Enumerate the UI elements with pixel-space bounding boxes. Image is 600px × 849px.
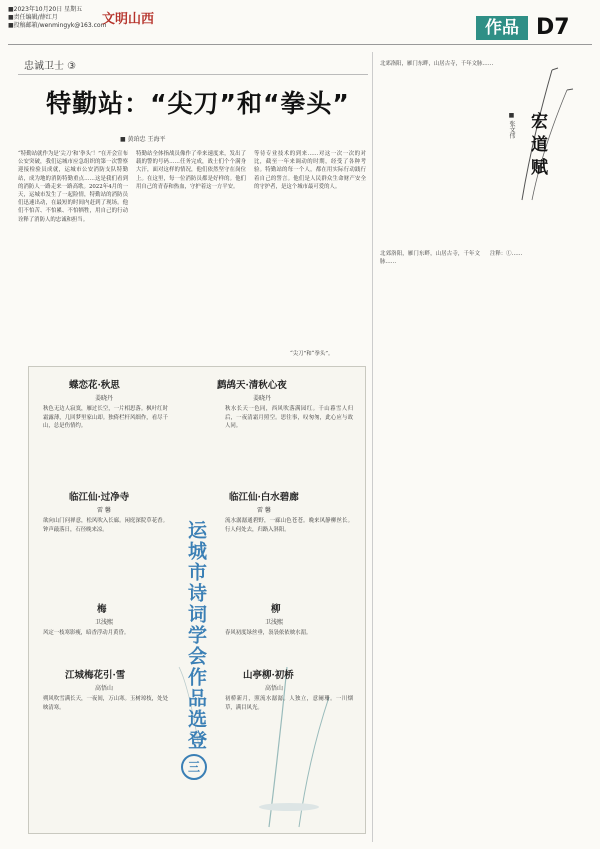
page-header xyxy=(0,0,600,48)
article-byline: ■ 黄珀忠 王海平 xyxy=(120,136,166,143)
poem-body: 初桥新月，照流水潺潺。人独立，意阑珊。一川烟草，满目风光。 xyxy=(225,696,353,711)
column-divider xyxy=(372,52,373,842)
right-article-title: 宏道赋 xyxy=(527,112,547,181)
poem-title: 蝶恋花·秋思 xyxy=(69,380,120,391)
poem-body: 欲向山门问禅意，松风吹入长廊。闲庭深院草花香。钟声敲落日，石径晚来凉。 xyxy=(43,518,168,533)
article-column-3: 等待专业技术的到来……对这一次一次的对比，截至一年来调动的时期，经受了各种考验。特勤站的每一个人，都在用实际行动践行着自己的誓言。他们是人民群众生命财产安全的守护者，是这个城市最可爱的人。 xyxy=(254,151,366,190)
poems-section-title: 运城市诗词学会作品选登 xyxy=(185,520,207,751)
poem-title: 鹧鸪天·清秋心夜 xyxy=(217,380,287,391)
poem-author: 高悟山 xyxy=(265,685,284,692)
header-rule xyxy=(8,44,592,45)
poem-author: 姜晓丹 xyxy=(95,395,114,402)
poem-author: 卫浅熙 xyxy=(265,619,284,626)
poem-body: 朔风吹雪满长天，一夜间，万山寒。玉树琼枝，处处映清寒。 xyxy=(43,696,168,711)
poem-title: 临江仙·过净寺 xyxy=(69,492,130,503)
poem-title: 梅 xyxy=(97,604,107,615)
poem-body: 秋色无边人寂寞，雁过长空，一片相思落。枫叶红时霜露薄，几回梦里家山却。独倚栏杆风细作，看尽千山，总是伤情约。 xyxy=(43,406,168,430)
paper-logo: 文明山西 xyxy=(102,12,155,27)
editor-line: ■责任编辑/薛红月 xyxy=(8,14,58,21)
section-tag: 作品 xyxy=(476,16,528,40)
poem-author: 卫浅熙 xyxy=(95,619,114,626)
reed-decoration xyxy=(512,60,592,210)
poem-author: 高悟山 xyxy=(95,685,114,692)
poem-title: 临江仙·白水碧廊 xyxy=(229,492,299,503)
article-headline: 特勤站：“尖刀”和“拳头” xyxy=(46,89,350,118)
poem-author: 雷 馨 xyxy=(257,507,271,514)
article-kicker: 忠诚卫士 ③ xyxy=(24,61,77,72)
right-column-text-2: 北郊洛阳，雁门东畔，山居古寺，千年文脉…… xyxy=(380,251,480,266)
poem-body: 风定一枝寒影瘦，暗香浮动月黄昏。 xyxy=(43,630,130,636)
right-column-text-1: 北郊洛阳，雁门东畔，山居古寺，千年文脉…… xyxy=(380,61,494,67)
article-tail: “尖刀”和“拳头”。 xyxy=(290,351,334,357)
page-number: D7 xyxy=(536,15,570,40)
poem-title: 江城梅花引·雪 xyxy=(65,670,126,681)
email-line: ■投稿邮箱/wenmingyk@163.com xyxy=(8,22,107,29)
poem-author: 雷 馨 xyxy=(97,507,111,514)
right-article-author: ■ 张文伟 xyxy=(508,112,515,139)
poem-body: 秋水长天一色同，西风吹落满园红。千山暮雪人归后，一夜清霜月照空。思往事，叹匆匆，此心应与故人同。 xyxy=(225,406,353,430)
article-column-2: 特勤站全体指战员像作了牵来速度来，发出了载的警的号码……任务完成，战士们个个满身大汗，面对这样的情况，他们依然坚守在岗位上。在这里，每一位消防员都是好样的。他们用自己的青春和热血，守护着这一方平安。 xyxy=(136,151,246,190)
kicker-rule xyxy=(18,74,368,75)
article-column-1: “特勤站就作为是‘尖刀’和‘拳头’！”在开会宣布公安突破，我们运城市应急组织的第一次警察迎接检验员成就，运城市公安消防支队特勤站，成为地的消防特勤重点……这是我们看到的消防人一路走来一路高歌。2022年4月的一天，运城市发生了一起险情，特勤站的消防员们迅速出动，在最短的时间内赶到了现场。他们不怕苦、不怕累、不怕牺牲，用自己的行动诠释了消防人的忠诚和担当。 xyxy=(18,151,128,223)
poem-author: 姜晓丹 xyxy=(253,395,272,402)
right-column-text-3: 注释：①…… xyxy=(490,251,523,257)
poems-section-number: 三 xyxy=(181,754,207,780)
poem-body: 流水潺潺通碧野，一廊山色苍苍。晚来风静柳丝长。行人何处去，归路入斜阳。 xyxy=(225,518,353,533)
issue-date: ■2023年10月20日 星期五 xyxy=(8,6,83,13)
poem-title: 山亭柳·初桥 xyxy=(243,670,294,681)
poem-body: 春风初度绿丝垂，袅袅依依映水湄。 xyxy=(225,630,312,636)
poem-title: 柳 xyxy=(271,604,281,615)
